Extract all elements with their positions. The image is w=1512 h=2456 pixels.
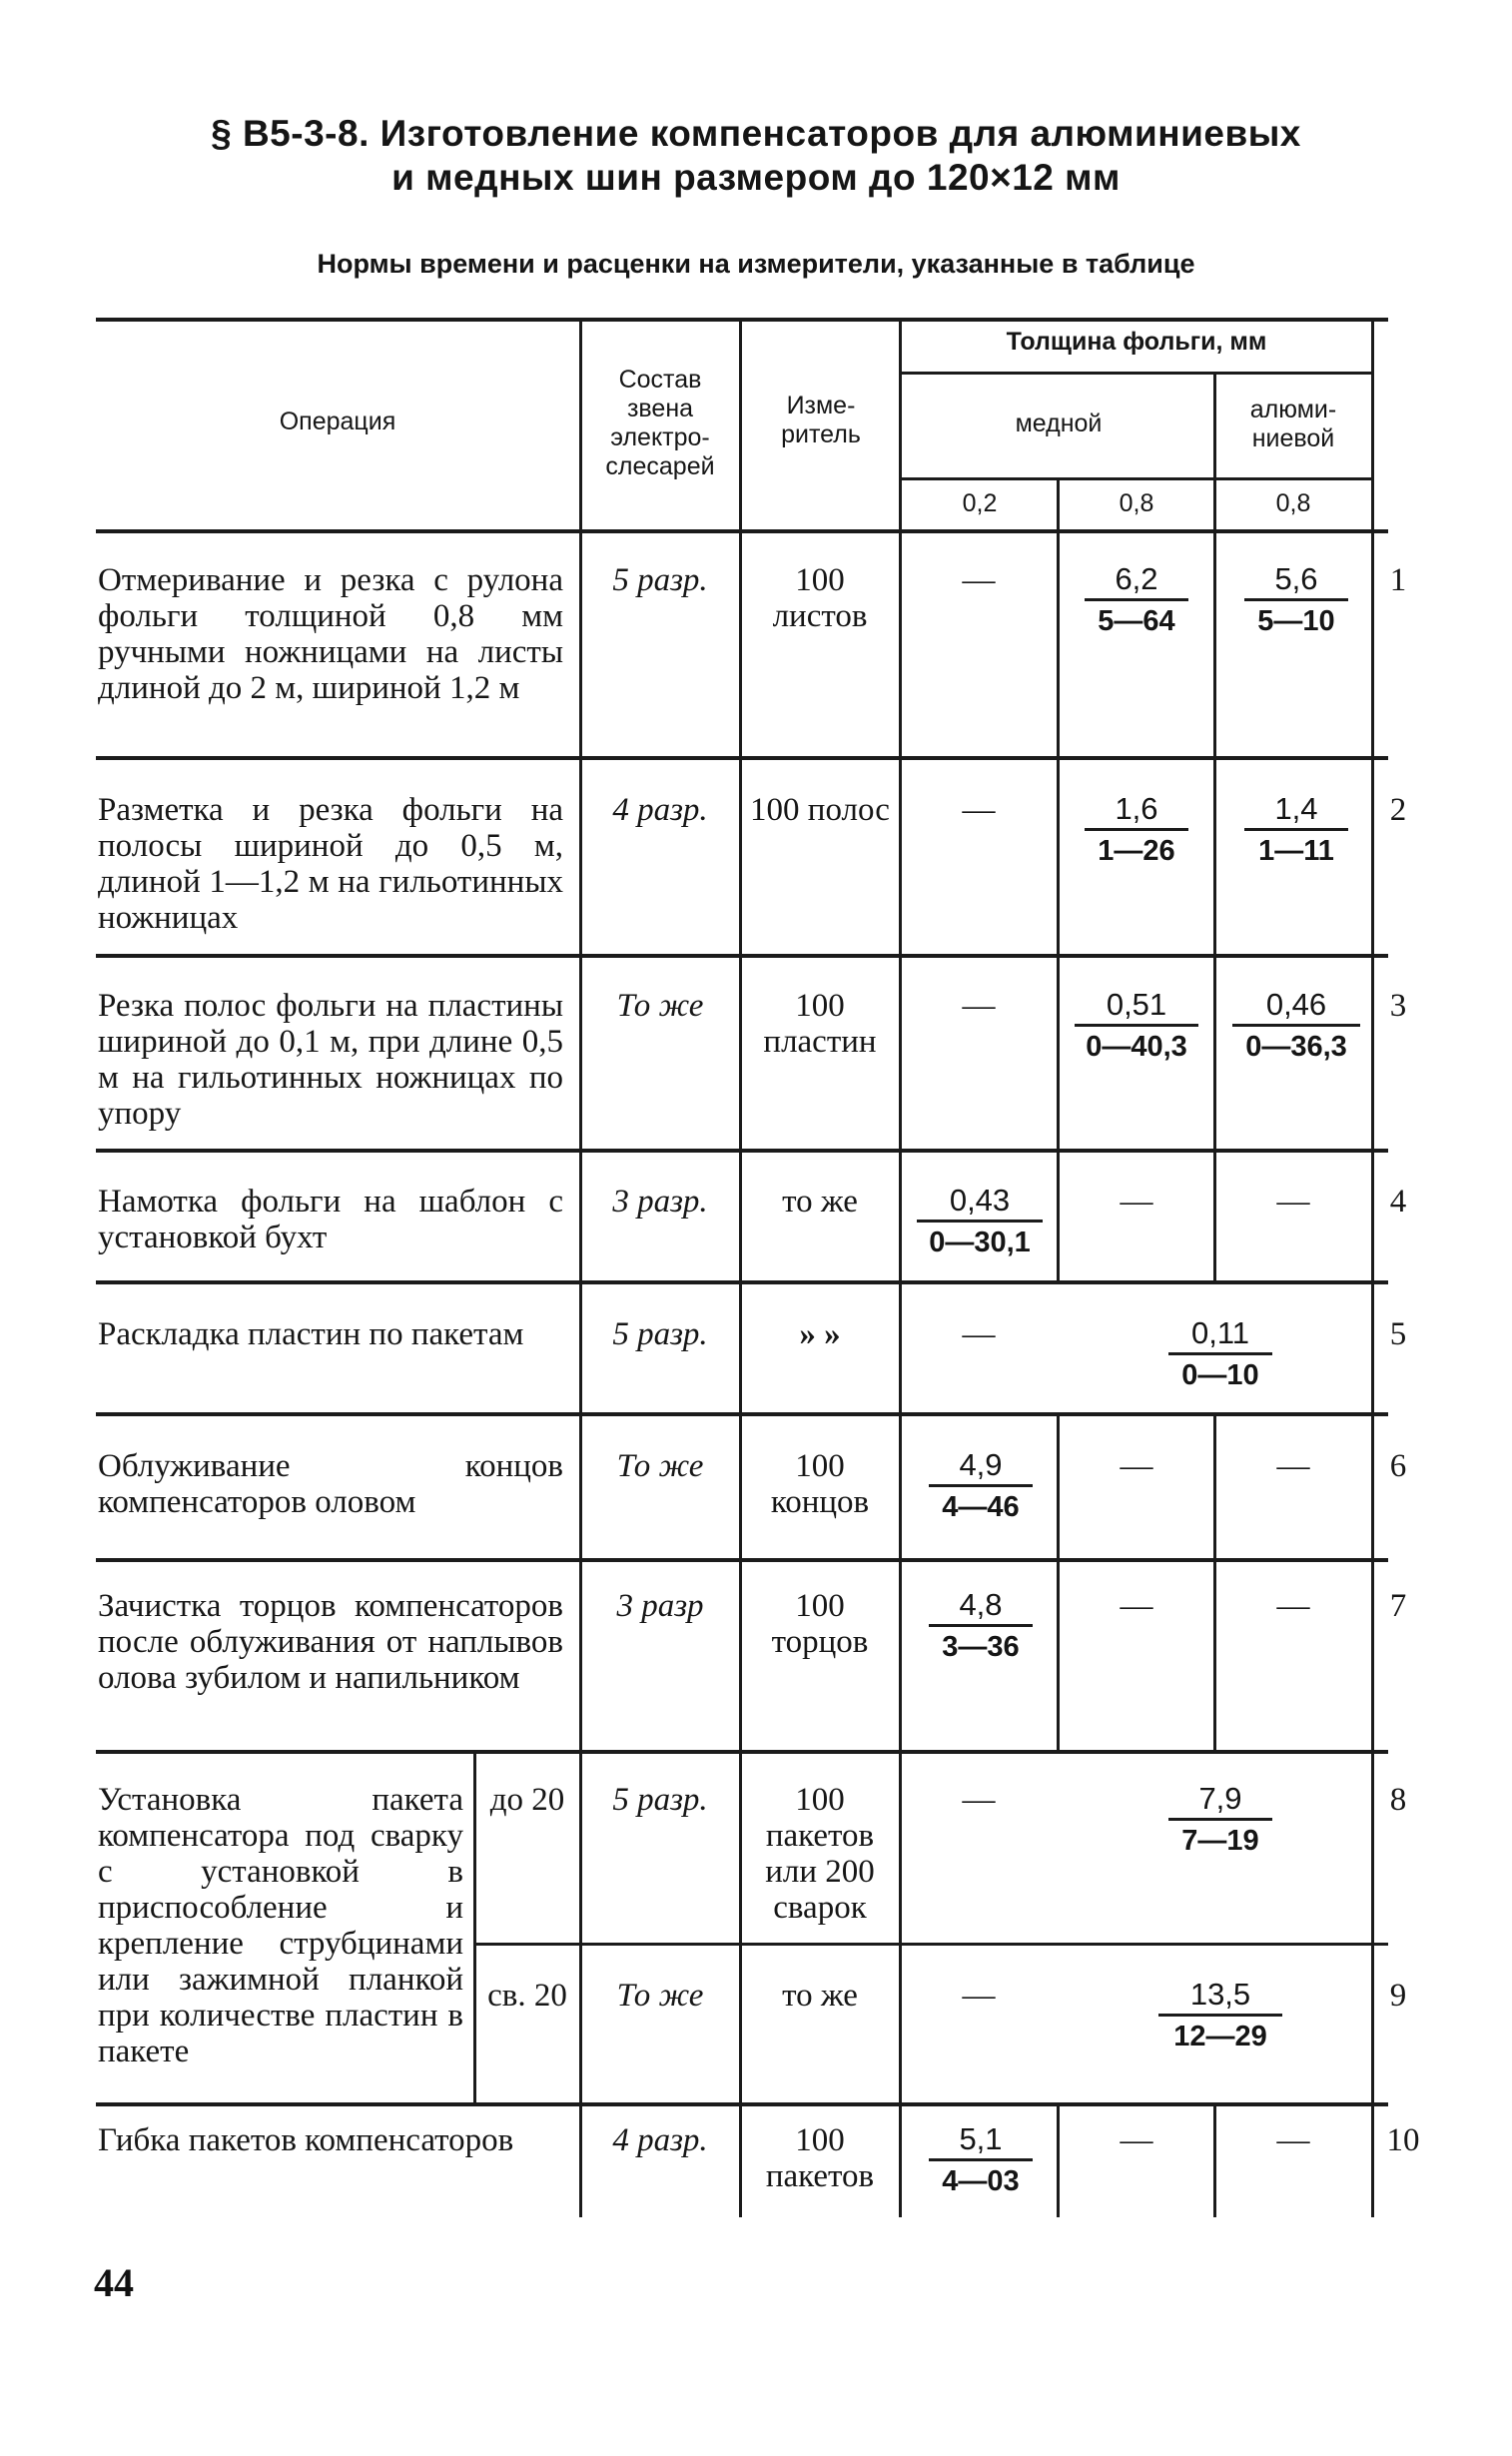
row-9-crew: То же	[616, 1978, 704, 2014]
row-10-c1-norm: 5,1	[959, 2121, 1003, 2156]
row-2-crew: 4 разр.	[612, 792, 708, 828]
row-4-c1-fraction	[917, 1184, 1043, 1258]
row-5-crew: 5 разр.	[612, 1316, 708, 1352]
row-3-c2-norm: 0,51	[1106, 987, 1167, 1022]
header-bottom-rule	[96, 529, 1388, 533]
row-8-crew: 5 разр.	[612, 1782, 708, 1818]
row-rule-5	[96, 1412, 1388, 1416]
row-2-number: 2	[1389, 792, 1407, 828]
row-7-c1-fraction	[929, 1588, 1033, 1663]
header-copper: медной	[1015, 409, 1103, 437]
row-5-c23-fraction	[1168, 1316, 1272, 1391]
row-3-unit: 100 пластин	[763, 988, 877, 1060]
row-9-subrange: св. 20	[487, 1978, 567, 2014]
row-5-operation: Раскладка пластин по пакетам	[98, 1316, 524, 1352]
row-2-c2-norm: 1,6	[1115, 791, 1158, 826]
col-rule-unit	[899, 320, 902, 2217]
page-number: 44	[94, 2260, 134, 2305]
header-thickness: Толщина фольги, мм	[1006, 328, 1267, 356]
row-1-c2-norm: 6,2	[1115, 561, 1158, 596]
row-10-c2: —	[1120, 2122, 1153, 2158]
row-4-crew: 3 разр.	[612, 1184, 708, 1220]
row-1-c2-fraction	[1085, 562, 1188, 637]
row-1-c3-fraction	[1244, 562, 1348, 637]
row-2-unit: 100 полос	[750, 792, 890, 828]
row-7-c2: —	[1120, 1588, 1153, 1624]
row-5-unit: » »	[799, 1316, 841, 1352]
row-1-crew: 5 разр.	[612, 562, 708, 598]
col-rule-c3	[1371, 320, 1374, 2217]
row-7-unit: 100 торцов	[771, 1588, 869, 1660]
row-7-c3: —	[1276, 1588, 1310, 1624]
row-4-c1-norm: 0,43	[949, 1183, 1011, 1218]
row-rule-9	[96, 2102, 1388, 2106]
row-7-c1-norm: 4,8	[959, 1587, 1003, 1622]
row-rule-2	[96, 954, 1388, 958]
row-9-number: 9	[1389, 1978, 1407, 2014]
row-2-c2-rate: 1—26	[1098, 835, 1175, 867]
col-rule-c1	[1057, 2104, 1060, 2217]
row-rule-4	[96, 1280, 1388, 1284]
row-3-crew: То же	[616, 988, 704, 1024]
row-1-number: 1	[1389, 562, 1407, 598]
row-1-c3-norm: 5,6	[1274, 561, 1318, 596]
row-8-subrange: до 20	[489, 1782, 565, 1818]
table-top-rule	[96, 318, 1388, 322]
col-rule-c2	[1213, 2104, 1216, 2217]
row-rule-3	[96, 1149, 1388, 1153]
row-8-unit: 100 пакетов или 200 сварок	[765, 1782, 875, 1926]
row-7-crew: 3 разр	[616, 1588, 704, 1624]
row-2-c1: —	[962, 792, 996, 828]
row-2-c3-rate: 1—11	[1258, 835, 1334, 867]
header-unit: Изме-ритель	[781, 392, 861, 448]
row-6-c1-fraction	[929, 1448, 1033, 1523]
row-8-c23-norm: 7,9	[1198, 1781, 1242, 1816]
row-4-number: 4	[1389, 1184, 1407, 1220]
row-8-c1: —	[962, 1782, 996, 1818]
row-9-c1: —	[962, 1978, 996, 2014]
row-4-operation: Намотка фольги на шаблон с установкой бухт	[98, 1184, 563, 1255]
row-6-unit: 100 концов	[770, 1448, 870, 1520]
header-aluminum: алюми-ниевой	[1249, 396, 1337, 452]
row-9-c23-norm: 13,5	[1189, 1977, 1251, 2012]
row-2-operation: Разметка и резка фольги на полосы шириной до 0,5 м, длиной 1—1,2 м на гильотинных ножницах	[98, 792, 563, 936]
header-crew: Состав звена электро-слесарей	[605, 366, 715, 480]
row-8-c23-fraction	[1168, 1782, 1272, 1857]
row-4-c1-rate: 0—30,1	[929, 1227, 1031, 1258]
row-3-operation: Резка полос фольги на пластины шириной до 0,1 м, при длине 0,5 м на гильотинных ножницах по упору	[98, 988, 563, 1132]
row-3-number: 3	[1389, 988, 1407, 1024]
row-10-operation: Гибка пакетов компенсаторов	[98, 2122, 514, 2158]
row-6-c3: —	[1276, 1448, 1310, 1484]
row-2-c3-norm: 1,4	[1274, 791, 1318, 826]
row-3-c3-norm: 0,46	[1265, 987, 1327, 1022]
row-1-operation: Отмеривание и резка с рулона фольги толщиной 0,8 мм ручными ножницами на листы длиной до 2 м, шириной 1,2 м	[98, 562, 563, 706]
section-title-line-1: § В5-3-8. Изготовление компенсаторов для алюминиевых	[211, 113, 1301, 154]
header-operation: Операция	[279, 408, 396, 435]
row-1-unit: 100 листов	[772, 562, 868, 634]
row-9-c23-fraction	[1158, 1978, 1282, 2052]
row-8-number: 8	[1389, 1782, 1407, 1818]
row-7-c1-rate: 3—36	[942, 1631, 1020, 1663]
row-10-c3: —	[1276, 2122, 1310, 2158]
row-1-c1: —	[962, 562, 996, 598]
row-5-number: 5	[1389, 1316, 1407, 1352]
row-10-number: 10	[1386, 2122, 1420, 2158]
row-rule-7	[96, 1750, 1388, 1754]
thickness-header-rule	[900, 372, 1371, 375]
row-6-c1-norm: 4,9	[959, 1447, 1003, 1482]
row-5-c23-norm: 0,11	[1190, 1315, 1250, 1350]
row-6-number: 6	[1389, 1448, 1407, 1484]
row-6-c2: —	[1120, 1448, 1153, 1484]
header-col-2: 0,8	[1119, 489, 1154, 517]
col-rule-crew	[739, 320, 742, 2217]
row-10-c1-rate: 4—03	[942, 2165, 1020, 2197]
row-6-c1-rate: 4—46	[942, 1491, 1020, 1523]
material-header-rule	[900, 477, 1371, 480]
section-title	[0, 112, 1512, 200]
row-3-c3-fraction	[1232, 988, 1360, 1063]
section-title-line-2: и медных шин размером до 120×12 мм	[391, 157, 1121, 198]
row-8-operation: Установка пакета компенсатора под сварку с установкой в приспособление и крепление струбцинами или зажимной планкой при количестве пластин в пакете	[98, 1782, 463, 2069]
header-col-1: 0,2	[962, 489, 998, 517]
header-col-3: 0,8	[1275, 489, 1311, 517]
row-2-c3-fraction	[1244, 792, 1348, 867]
table-subtitle: Нормы времени и расценки на измерители, указанные в таблице	[317, 249, 1195, 279]
row-10-c1-fraction	[929, 2122, 1033, 2197]
row-3-c2-rate: 0—40,3	[1086, 1031, 1187, 1063]
row-rule-8	[475, 1943, 1388, 1946]
row-10-crew: 4 разр.	[612, 2122, 708, 2158]
row-8-c23-rate: 7—19	[1181, 1825, 1259, 1857]
row-6-operation: Облуживание концов компенсаторов оловом	[98, 1448, 563, 1520]
subcol-rule	[473, 1750, 476, 2102]
row-7-operation: Зачистка торцов компенсаторов после облуживания от наплывов олова зубилом и напильником	[98, 1588, 563, 1696]
row-9-c23-rate: 12—29	[1173, 2021, 1267, 2052]
row-3-c3-rate: 0—36,3	[1245, 1031, 1347, 1063]
row-4-unit: то же	[782, 1184, 858, 1220]
col-rule-c1	[1057, 531, 1060, 1284]
col-rule-operation	[579, 320, 582, 2217]
row-4-c3: —	[1276, 1184, 1310, 1220]
row-rule-6	[96, 1558, 1388, 1562]
row-4-c2: —	[1120, 1184, 1153, 1220]
row-9-unit: то же	[782, 1978, 858, 2014]
row-5-c1: —	[962, 1316, 996, 1352]
row-1-c2-rate: 5—64	[1098, 605, 1175, 637]
row-rule-1	[96, 756, 1388, 760]
row-3-c1: —	[962, 988, 996, 1024]
row-2-c2-fraction	[1085, 792, 1188, 867]
row-1-c3-rate: 5—10	[1257, 605, 1335, 637]
row-10-unit: 100 пакетов	[765, 2122, 875, 2194]
row-5-c23-rate: 0—10	[1181, 1359, 1259, 1391]
row-3-c2-fraction	[1075, 988, 1198, 1063]
row-6-crew: То же	[616, 1448, 704, 1484]
row-7-number: 7	[1389, 1588, 1407, 1624]
